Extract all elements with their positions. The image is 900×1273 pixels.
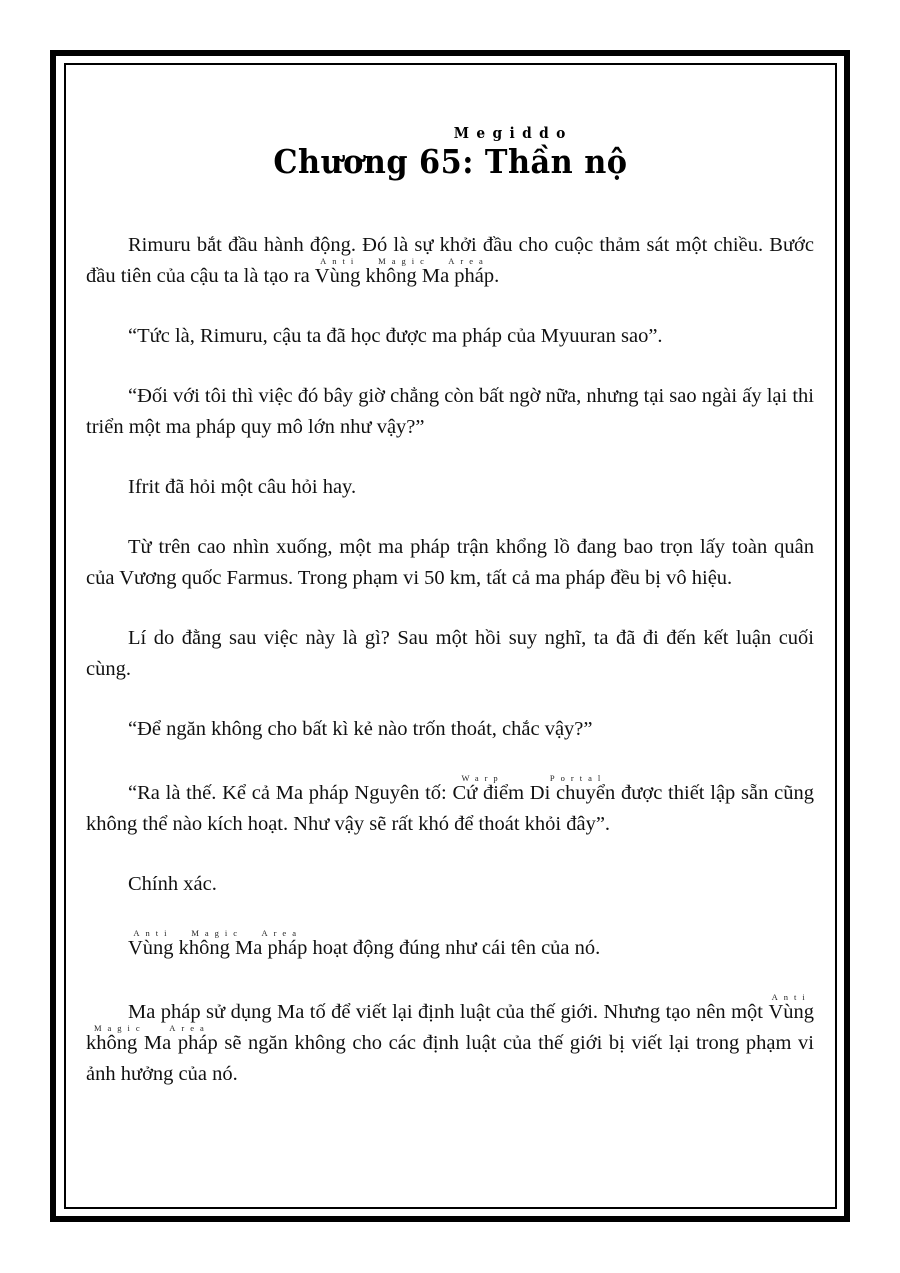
paragraph: “Đối với tôi thì việc đó bây giờ chẳng còn bất ngờ nữa, nhưng tại sao ngài ấy lại thi triển một ma pháp quy mô lớn như vậy?”: [86, 385, 814, 438]
paragraph: [86, 230, 814, 292]
paragraph-text: .: [494, 265, 500, 287]
paragraph-text: sẽ ngăn không cho các định luật của thế giới bị viết lại trong phạm vi ảnh hưởng của nó.: [86, 1032, 814, 1085]
ruby-base: Vùng không Ma pháp: [128, 937, 308, 959]
paragraph: “Tức là, Rimuru, cậu ta đã học được ma pháp của Myuuran sao”.: [128, 325, 663, 347]
paragraph-text: “Ra là thế. Kể cả Ma pháp Nguyên tố:: [128, 782, 453, 804]
ruby-text: Anti Magic Area: [128, 928, 308, 938]
paragraph-text: được thiết lập sẵn cũng không thể nào kích hoạt. Như vậy sẽ rất khó để thoát khỏi đây”.: [86, 782, 814, 835]
chapter-header: [0, 126, 900, 181]
paragraph: [86, 929, 814, 964]
paragraph: [86, 774, 814, 840]
chapter-body: [86, 230, 814, 1119]
paragraph: Chính xác.: [128, 873, 217, 895]
chapter-title-block: [273, 126, 627, 181]
paragraph: Lí do đằng sau việc này là gì? Sau một hồi suy nghĩ, ta đã đi đến kết luận cuối cùng.: [86, 627, 814, 680]
ruby-base: Vùng không Ma pháp: [314, 265, 495, 287]
ruby-base: Cứ điểm Di chuyển: [452, 782, 616, 804]
paragraph-text: hoạt động đúng như cái tên của nó.: [307, 937, 601, 959]
paragraph: [86, 993, 814, 1090]
chapter-title: Chương 65: Thần nộ: [272, 142, 628, 181]
paragraph: Từ trên cao nhìn xuống, một ma pháp trận khổng lồ đang bao trọn lấy toàn quân của Vương quốc Farmus. Trong phạm vi 50 km, tất cả ma pháp đều bị vô hiệu.: [86, 536, 814, 589]
paragraph-text: Ma pháp sử dụng Ma tố để viết lại định luật của thế giới. Nhưng tạo nên một: [128, 1001, 769, 1023]
ruby-text: Anti Magic Area: [314, 256, 495, 266]
ruby-annotation: [128, 928, 308, 959]
ruby-annotation: [314, 256, 495, 287]
ruby-annotation: [452, 773, 616, 804]
ruby-base: Vùng không Ma pháp: [86, 1001, 814, 1054]
chapter-title-ruby: Megiddo: [453, 124, 573, 142]
ruby-text: Anti Magic Area: [86, 992, 814, 1033]
paragraph: “Để ngăn không cho bất kì kẻ nào trốn thoát, chắc vậy?”: [128, 718, 593, 740]
ruby-text: Warp Portal: [452, 773, 616, 783]
paragraph: Ifrit đã hỏi một câu hỏi hay.: [128, 476, 357, 498]
paragraph-text: Rimuru bắt đầu hành động. Đó là sự khởi đầu cho cuộc thảm sát một chiều. Bước đầu tiên của cậu ta là tạo ra: [86, 234, 814, 287]
